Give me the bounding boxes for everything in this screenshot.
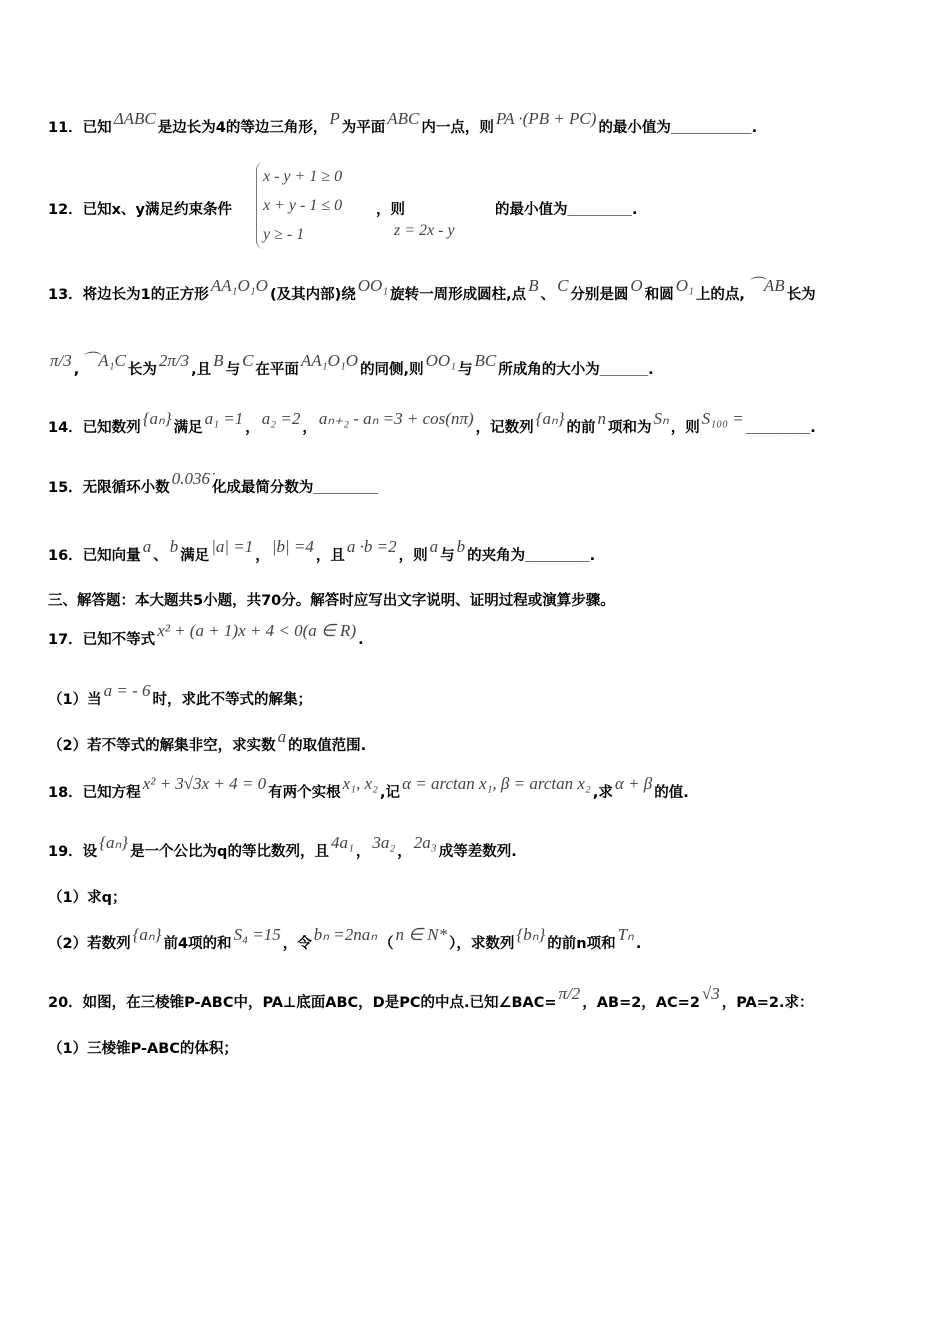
text: 满足 bbox=[180, 548, 210, 564]
text: 20．如图，在三棱锥P-ABC中，PA⊥底面ABC，D是PC的中点.已知∠BAC= bbox=[48, 995, 557, 1011]
question-line bbox=[48, 888, 126, 908]
text: 所成角的大小为 bbox=[498, 362, 600, 378]
text: (及其内部)绕 bbox=[269, 287, 356, 303]
math-expression: PA ·(PB + PC) bbox=[495, 109, 597, 128]
math-expression: AA₁O₁O bbox=[210, 276, 268, 295]
math-expression: 4a₁ bbox=[330, 833, 354, 852]
answer-blank: ______ bbox=[599, 362, 649, 378]
text: ， bbox=[397, 844, 412, 860]
text: 满足 bbox=[173, 420, 203, 436]
text: 和圆 bbox=[644, 287, 674, 303]
text: . bbox=[635, 936, 642, 952]
math-expression: a ·b =2 bbox=[346, 537, 397, 556]
text: （2）若数列 bbox=[48, 936, 131, 952]
text: 项和为 bbox=[608, 420, 652, 436]
text: 15．无限循环小数 bbox=[48, 480, 170, 496]
text: ），求数列 bbox=[449, 936, 515, 952]
answer-blank: ________ bbox=[567, 202, 632, 218]
math-expression: bₙ =2naₙ bbox=[313, 925, 377, 944]
constraint-3: y ≥ - 1 bbox=[263, 226, 305, 243]
text: ， bbox=[255, 548, 270, 564]
math-expression: α + β bbox=[614, 774, 653, 793]
answer-blank: ________ bbox=[525, 548, 590, 564]
text: 13．将边长为1的正方形 bbox=[48, 287, 209, 303]
text: （1）当 bbox=[48, 692, 102, 708]
math-expression: {bₙ} bbox=[516, 925, 546, 944]
text: 的同侧,则 bbox=[360, 362, 424, 378]
question-line bbox=[48, 1039, 238, 1059]
math-expression: ΔABC bbox=[113, 109, 156, 128]
text: . bbox=[632, 202, 638, 218]
text: 旋转一周形成圆柱,点 bbox=[390, 287, 527, 303]
text: ， bbox=[302, 420, 317, 436]
text: 分别是圆 bbox=[570, 287, 629, 303]
answer-blank: ________ bbox=[745, 420, 811, 436]
question-line bbox=[48, 409, 816, 438]
text: 、 bbox=[153, 548, 168, 564]
question-line bbox=[48, 469, 378, 498]
math-expression: O₁ bbox=[675, 276, 694, 295]
math-expression: {aₙ} bbox=[99, 833, 129, 852]
text: ，则 bbox=[398, 548, 428, 564]
question-line bbox=[48, 200, 638, 220]
math-expression: 2π/3 bbox=[158, 351, 190, 370]
math-expression: 2a₃ bbox=[413, 833, 437, 852]
math-expression: x² + 3√3x + 4 = 0 bbox=[142, 774, 267, 793]
question-line bbox=[48, 621, 364, 650]
text: 长为 bbox=[127, 362, 157, 378]
text: 三、解答题：本大题共5小题，共70分。解答时应写出文字说明、证明过程或演算步骤。 bbox=[48, 593, 615, 609]
math-expression: Tₙ bbox=[617, 925, 634, 944]
text: （1）求q； bbox=[48, 890, 127, 906]
text: ，令 bbox=[282, 936, 312, 952]
text: （1）三棱锥P-ABC的体积； bbox=[48, 1041, 238, 1057]
text: 上的点, bbox=[695, 287, 745, 303]
text: ，PA=2.求： bbox=[721, 995, 814, 1011]
math-expression: x₁, x₂ bbox=[342, 774, 379, 793]
question-line bbox=[48, 925, 642, 954]
text: . bbox=[589, 548, 596, 564]
text: 的最小值为 bbox=[598, 120, 671, 136]
text: 是边长为4的等边三角形， bbox=[157, 120, 328, 136]
question-line bbox=[48, 591, 615, 611]
objective-function: z = 2x - y bbox=[394, 222, 455, 239]
text: 的夹角为 bbox=[467, 548, 526, 564]
math-expression: 0.03̇6̇ bbox=[171, 469, 210, 488]
answer-blank: ________ bbox=[313, 480, 378, 496]
math-expression: √3 bbox=[701, 984, 720, 1003]
text: 是一个公比为q的等比数列，且 bbox=[130, 844, 329, 860]
math-expression: OO₁ bbox=[425, 351, 457, 370]
math-expression: Sₙ bbox=[653, 409, 669, 428]
math-expression: |a| =1 bbox=[211, 537, 254, 556]
text: 12．已知x、y满足约束条件 bbox=[48, 202, 232, 218]
math-expression: C bbox=[557, 276, 569, 295]
math-expression: α = arctan x₁, β = arctan x₂ bbox=[402, 774, 591, 793]
text: 18．已知方程 bbox=[48, 785, 141, 801]
math-expression: aₙ₊₂ - aₙ =3 + cos(nπ) bbox=[318, 409, 474, 428]
text: 化成最简分数为 bbox=[211, 480, 314, 496]
math-expression: π/3 bbox=[50, 351, 72, 370]
math-expression: OO₁ bbox=[357, 276, 389, 295]
math-expression: ⌒A₁C bbox=[81, 351, 126, 370]
text: 时，求此不等式的解集； bbox=[152, 692, 312, 708]
text: 的取值范围. bbox=[288, 738, 367, 754]
text: 有两个实根 bbox=[268, 785, 341, 801]
text: ，且 bbox=[315, 548, 345, 564]
math-expression: O bbox=[630, 276, 643, 295]
text: . bbox=[751, 120, 758, 136]
text: 19．设 bbox=[48, 844, 98, 860]
question-line bbox=[48, 351, 654, 380]
text: 的值. bbox=[654, 785, 689, 801]
math-expression: B bbox=[213, 351, 224, 370]
math-expression: a bbox=[142, 537, 152, 556]
question-line bbox=[48, 833, 517, 862]
text: 11．已知 bbox=[48, 120, 112, 136]
text: 的前n项和 bbox=[547, 936, 616, 952]
text: （2）若不等式的解集非空，求实数 bbox=[48, 738, 276, 754]
answer-blank: __________ bbox=[670, 120, 752, 136]
text: 与 bbox=[440, 548, 455, 564]
text: 为平面 bbox=[341, 120, 386, 136]
text: 内一点，则 bbox=[421, 120, 494, 136]
math-expression: P bbox=[329, 109, 340, 128]
text: ，则 bbox=[375, 202, 405, 218]
text: 14．已知数列 bbox=[48, 420, 141, 436]
text: 与 bbox=[458, 362, 473, 378]
text: ，AB=2，AC=2 bbox=[582, 995, 700, 1011]
text: （ bbox=[378, 936, 394, 952]
text: ，记数列 bbox=[475, 420, 534, 436]
text: ， bbox=[245, 420, 260, 436]
math-expression: C bbox=[242, 351, 254, 370]
text: ,求 bbox=[592, 785, 613, 801]
text: . bbox=[358, 632, 364, 648]
math-expression: π/2 bbox=[558, 984, 581, 1003]
text: ，则 bbox=[670, 420, 700, 436]
math-expression: BC bbox=[474, 351, 497, 370]
text: 在平面 bbox=[255, 362, 299, 378]
math-expression: ⌒AB bbox=[746, 276, 785, 295]
text: ， bbox=[355, 844, 371, 860]
question-line bbox=[48, 774, 689, 803]
math-expression: a = - 6 bbox=[103, 681, 151, 700]
question-line bbox=[48, 537, 596, 566]
math-expression: a bbox=[277, 727, 287, 746]
text: 成等差数列. bbox=[438, 844, 517, 860]
text: 16．已知向量 bbox=[48, 548, 141, 564]
text: ,且 bbox=[191, 362, 212, 378]
math-expression: {aₙ} bbox=[535, 409, 565, 428]
math-expression: {aₙ} bbox=[132, 925, 162, 944]
question-line bbox=[48, 109, 758, 138]
text: 前4项的和 bbox=[163, 936, 232, 952]
math-expression: B bbox=[528, 276, 539, 295]
math-expression: n ∈ N* bbox=[395, 925, 448, 944]
text: . bbox=[648, 362, 654, 378]
text: . bbox=[810, 420, 816, 436]
math-expression: ABC bbox=[387, 109, 420, 128]
math-expression: a bbox=[429, 537, 439, 556]
math-expression: x² + (a + 1)x + 4 < 0(a ∈ R) bbox=[157, 621, 357, 640]
text: 、 bbox=[540, 287, 556, 303]
math-expression: 3a₂ bbox=[372, 833, 396, 852]
text: 的前 bbox=[566, 420, 596, 436]
math-expression: b bbox=[169, 537, 179, 556]
math-expression: b bbox=[456, 537, 466, 556]
math-expression: S₄ =15 bbox=[233, 925, 281, 944]
text: 长为 bbox=[786, 287, 816, 303]
text: ,记 bbox=[380, 785, 401, 801]
constraint-1: x - y + 1 ≥ 0 bbox=[263, 168, 343, 185]
question-line bbox=[48, 681, 312, 710]
math-expression: a₁ =1 bbox=[204, 409, 244, 428]
text: , bbox=[73, 362, 80, 378]
question-line bbox=[48, 984, 814, 1013]
math-expression: {aₙ} bbox=[142, 409, 172, 428]
math-expression: n bbox=[597, 409, 607, 428]
text: 的最小值为 bbox=[494, 202, 568, 218]
math-expression: S₁₀₀ = bbox=[701, 409, 744, 428]
constraint-2: x + y - 1 ≤ 0 bbox=[263, 197, 343, 214]
math-expression: AA₁O₁O bbox=[300, 351, 359, 370]
text: 与 bbox=[225, 362, 241, 378]
math-expression: a₂ =2 bbox=[261, 409, 301, 428]
text: 17．已知不等式 bbox=[48, 632, 156, 648]
math-expression: |b| =4 bbox=[271, 537, 314, 556]
question-line bbox=[48, 276, 816, 305]
question-line bbox=[48, 727, 367, 756]
